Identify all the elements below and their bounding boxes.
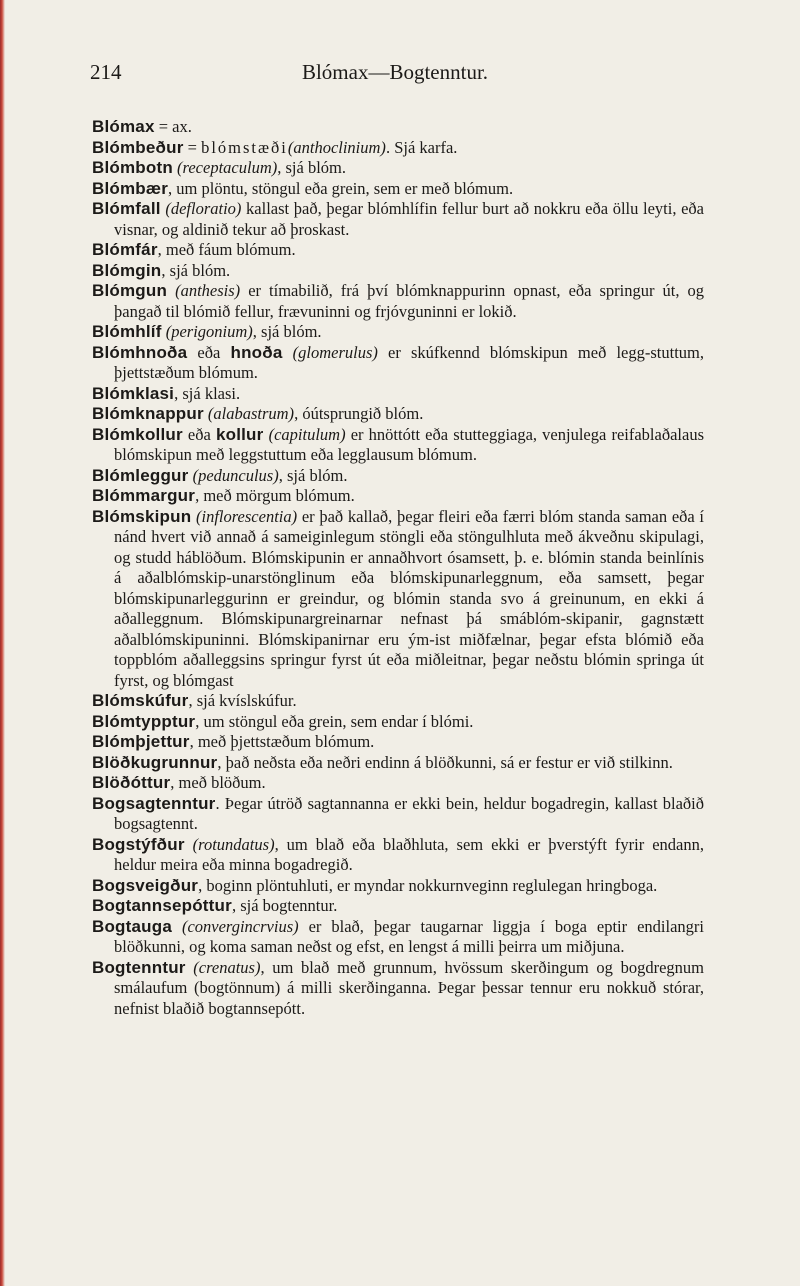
dictionary-entry <box>92 425 704 466</box>
entry-latin-term: (perigonium) <box>165 322 253 341</box>
entry-text: , sjá blóm. <box>252 322 322 341</box>
entry-text: , óútsprungið blóm. <box>294 404 424 423</box>
entry-latin-term: (inflorescentia) <box>196 506 298 526</box>
entry-headword: Blómkollur <box>92 424 183 444</box>
entry-text: , um blað með grunnum, hvössum skerðingum og bogdregnum smálaufum (bogtönnum) á milli skerðinganna. Þegar þessar tennur eru nokkuð stórar, nefnist blaðið bogtannsepótt. <box>114 957 705 1018</box>
dictionary-body <box>92 117 704 1019</box>
entry-headword: Blómtypptur <box>92 711 196 731</box>
entry-latin-term: (capitulum) <box>268 424 346 444</box>
entry-text: . Sjá karfa. <box>385 137 458 157</box>
entry-text: , boginn plöntuhluti, er myndar nokkurnveginn reglulegan hringboga. <box>198 875 658 895</box>
page-edge <box>0 0 5 1286</box>
entry-headword: Bogsagtenntur <box>92 793 216 813</box>
entry-headword: Blómbotn <box>92 158 173 177</box>
entry-text: , það neðsta eða neðri endinn á blöðkunni, sá er festur er við stilkinn. <box>217 752 673 772</box>
entry-text: kallast það, þegar blómhlífin fellur burt að nokkru eða öllu leyti, eða visnar, og aldinið tekur að þroskast. <box>114 199 705 239</box>
entry-text: , sjá bogtenntur. <box>231 896 338 915</box>
entry-text: er tímabilið, frá því blómknappurinn opnast, eða springur út, og þangað til blómið fellur, frævuninni og frjóvguninni er lokið. <box>114 281 705 321</box>
entry-text: , sjá blóm. <box>278 465 348 485</box>
entry-text: . Þegar útröð sagtannanna er ekki bein, heldur bogadregin, kallast blaðið bogsagtennt. <box>114 793 704 833</box>
entry-headword: Blómleggur <box>92 465 189 485</box>
entry-text: eða <box>187 342 231 362</box>
entry-text: er hnöttótt eða stutteggiaga, venjulega reifablaðalaus blómskipun með leggstuttum eða legglausum blómum. <box>114 424 704 464</box>
entry-headword: Blómfall <box>92 199 161 218</box>
dictionary-entry <box>92 158 704 179</box>
dictionary-entry <box>92 404 704 425</box>
entry-spaced-term: blómstæði <box>201 137 288 157</box>
dictionary-entry <box>92 876 704 897</box>
entry-headword: Blómmargur <box>92 486 196 505</box>
page-number: 214 <box>90 60 122 84</box>
entry-text: , um blað eða blaðhluta, sem ekki er þverstýft fyrir endann, heldur meira eða minna bogadregið. <box>114 834 705 874</box>
entry-headword: Blómþjettur <box>92 732 190 751</box>
dictionary-entry <box>92 322 704 343</box>
dictionary-entry <box>92 179 704 200</box>
entry-headword: Blómhlíf <box>92 322 162 341</box>
entry-latin-term: (anthoclinium) <box>287 137 386 157</box>
dictionary-entry <box>92 466 704 487</box>
entry-headword: Blómfár <box>92 240 158 259</box>
entry-text <box>185 835 193 854</box>
dictionary-entry <box>92 794 704 835</box>
entry-text: , sjá kvíslskúfur. <box>188 691 297 710</box>
entry-headword-alt: hnoða <box>230 342 283 362</box>
entry-latin-term: (convergincrvius) <box>181 916 299 936</box>
entry-headword: Bogstýfður <box>92 834 185 854</box>
entry-headword: Blómskipun <box>92 506 192 526</box>
dictionary-entry <box>92 261 704 282</box>
entry-text: , sjá klasi. <box>174 383 241 403</box>
entry-headword: Blómskúfur <box>92 691 189 710</box>
dictionary-entry <box>92 486 704 507</box>
entry-text: , með blöðum. <box>170 773 266 792</box>
dictionary-entry <box>92 732 704 753</box>
entry-text <box>167 281 175 300</box>
running-head: Blómax—Bogtenntur. <box>301 60 489 84</box>
entry-text: , sjá blóm. <box>161 260 231 280</box>
entry-text: = <box>183 137 202 157</box>
entry-headword: Blómax <box>92 117 155 136</box>
entry-headword-alt: kollur <box>215 424 264 444</box>
dictionary-entry <box>92 835 704 876</box>
dictionary-entry <box>92 138 704 159</box>
entry-text: , með þjettstæðum blómum. <box>189 732 375 751</box>
entry-text: eða <box>182 424 216 444</box>
entry-latin-term: (rotundatus) <box>192 834 275 854</box>
entry-text: er skúfkennd blómskipun með legg-stuttum, þjettstæðum blómum. <box>114 342 704 382</box>
dictionary-entry <box>92 281 704 322</box>
dictionary-entry <box>92 117 704 138</box>
entry-text: , með mörgum blómum. <box>195 486 355 505</box>
dictionary-entry <box>92 507 704 692</box>
entry-text: , um stöngul eða grein, sem endar í blómi. <box>195 711 474 731</box>
entry-headword: Blómgun <box>92 281 168 300</box>
entry-latin-term: (alabastrum) <box>207 404 295 423</box>
entry-latin-term: (crenatus) <box>193 957 261 977</box>
dictionary-entry <box>92 917 704 958</box>
entry-text <box>172 917 182 936</box>
entry-latin-term: (defloratio) <box>165 199 242 218</box>
dictionary-entry <box>92 712 704 733</box>
entry-text: , með fáum blómum. <box>157 240 296 259</box>
entry-headword: Blómknappur <box>92 404 204 423</box>
entry-text: er það kallað, þegar fleiri eða færri blóm standa saman eða í nánd hvert við annað á sameiginlegum stöngli eða stöngulhluta með ákveðnu skipulagi, og studd háblöðum. Blómskipunin er annaðhvort ósamsett, þ. e. blómin standa beinlínis á aðalblómskip-unarstönglinum eða blómskipunarleggnum, eða samsett, þegar blómskipunarleggurinn er greindur, og blómin standa svo á greinunum, en ekki á aðalleggnum. Blómskipunargreinarnar nefnast þá smáblóm-skipanir, gagnstætt aðalblómskipuninni. Blómskipanirnar eru ým-ist miðfælnar, þegar efsta blómið eða toppblóm aðalleggsins springur fyrst út eða miðleitnar, þegar neðstu blómin springa út fyrst, og blómgast <box>114 506 704 690</box>
dictionary-entry <box>92 896 704 917</box>
dictionary-entry <box>92 958 704 1020</box>
dictionary-entry <box>92 773 704 794</box>
entry-latin-term: (receptaculum) <box>177 158 278 177</box>
entry-latin-term: (anthesis) <box>175 281 241 300</box>
entry-headword: Blómklasi <box>92 383 175 403</box>
entry-text: er blað, þegar taugarnar liggja í boga eptir endilangri blöðkunni, og koma saman neðst og efst, en lengst á milli þeirra um miðjuna. <box>114 916 704 956</box>
entry-headword: Bogsveigður <box>92 875 199 895</box>
dictionary-entry <box>92 199 704 240</box>
entry-headword: Blöðóttur <box>92 773 171 792</box>
entry-text: , sjá blóm. <box>277 158 346 177</box>
entry-headword: Bogtauga <box>92 916 172 936</box>
entry-latin-term: (glomerulus) <box>292 342 378 362</box>
entry-text: , um plöntu, stöngul eða grein, sem er með blómum. <box>168 178 514 198</box>
entry-headword: Blómbeður <box>92 137 184 157</box>
entry-headword: Blöðkugrunnur <box>92 752 218 772</box>
dictionary-entry <box>92 240 704 261</box>
entry-headword: Blómgin <box>92 260 162 280</box>
dictionary-entry <box>92 384 704 405</box>
dictionary-entry <box>92 691 704 712</box>
entry-headword: Blómbær <box>92 178 169 198</box>
entry-headword: Blómhnoða <box>92 342 188 362</box>
entry-text: = ax. <box>154 117 192 136</box>
entry-latin-term: (pedunculus) <box>192 465 279 485</box>
entry-headword: Bogtannsepóttur <box>92 896 232 915</box>
dictionary-entry <box>92 753 704 774</box>
page-header <box>90 60 700 90</box>
dictionary-entry <box>92 343 704 384</box>
entry-headword: Bogtenntur <box>92 957 186 977</box>
